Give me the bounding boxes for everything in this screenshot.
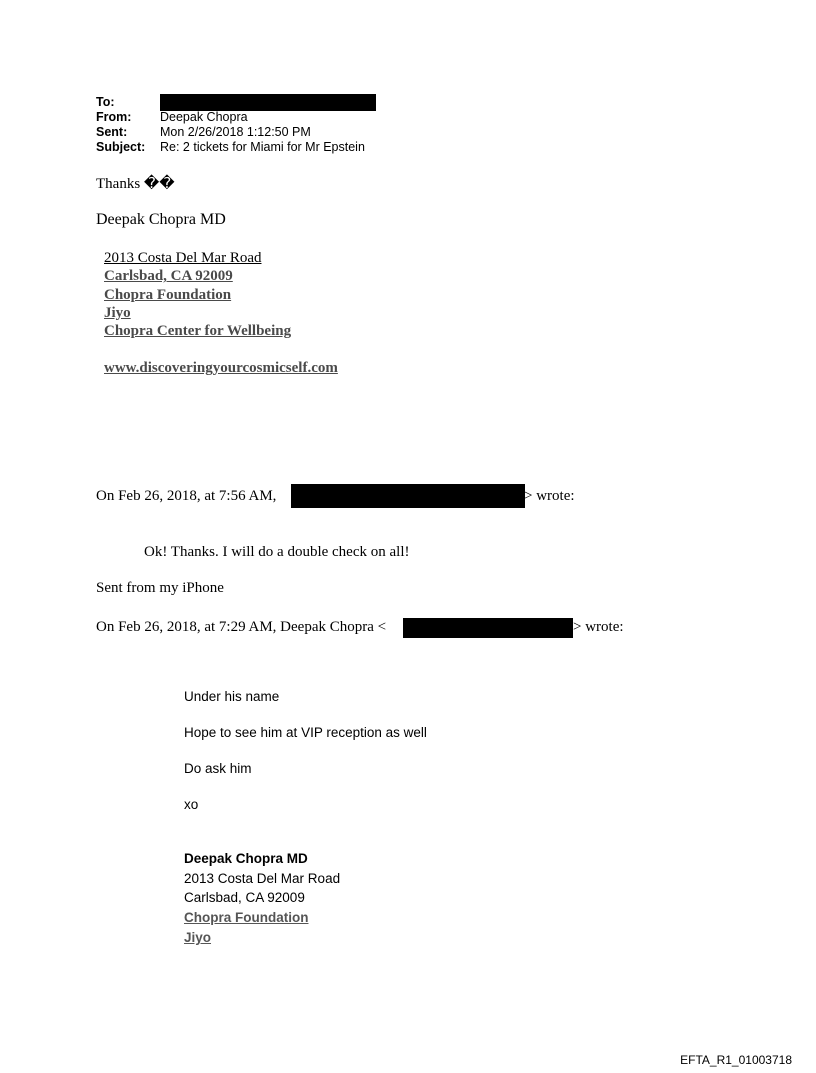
reply-name: Deepak Chopra MD [96, 211, 226, 228]
quoted1-body: Ok! Thanks. I will do a double check on all! [144, 544, 410, 560]
subject-value: Re: 2 tickets for Miami for Mr Epstein [160, 140, 365, 154]
jiyo-link[interactable]: Jiyo [104, 305, 131, 321]
reply-thanks: Thanks �� [96, 176, 175, 192]
signature-city-link[interactable]: Carlsbad, CA 92009 [104, 268, 233, 284]
chopra-foundation-link[interactable]: Chopra Foundation [104, 287, 232, 303]
quoted1-intro [96, 488, 276, 505]
quoted1-sent-from: Sent from my iPhone [96, 580, 224, 596]
quoted1-intro-suffix: > wrote: [524, 488, 575, 504]
from-row [96, 110, 376, 125]
email-header [96, 95, 376, 155]
to-label: To: [96, 95, 115, 109]
quoted2-line-2: Hope to see him at VIP reception as well [184, 725, 427, 740]
redacted-sender-1 [291, 484, 525, 508]
to-row [96, 95, 376, 110]
document-id: EFTA_R1_01003718 [680, 1053, 792, 1067]
quoted2-jiyo-link[interactable]: Jiyo [184, 930, 212, 945]
subject-label: Subject: [96, 140, 146, 154]
redacted-email-2 [403, 618, 573, 638]
quoted2-sig-address: 2013 Costa Del Mar Road [184, 871, 341, 886]
quoted2-intro-prefix: On Feb 26, 2018, at 7:29 AM, Deepak Chopra < [96, 619, 387, 635]
quoted2-line-3: Do ask him [184, 761, 252, 776]
quoted2-line-4: xo [184, 797, 199, 812]
from-value: Deepak Chopra [160, 110, 248, 124]
signature-address: 2013 Costa Del Mar Road [104, 250, 262, 266]
chopra-center-link[interactable]: Chopra Center for Wellbeing [104, 323, 292, 339]
sent-row [96, 125, 376, 140]
sent-label: Sent: [96, 125, 128, 139]
quoted2-chopra-foundation-link[interactable]: Chopra Foundation [184, 910, 309, 925]
quoted2-sig-city: Carlsbad, CA 92009 [184, 890, 305, 905]
redacted-recipient [160, 94, 376, 111]
quoted2-line-1: Under his name [184, 689, 280, 704]
sent-value: Mon 2/26/2018 1:12:50 PM [160, 125, 311, 139]
quoted1-intro-prefix: On Feb 26, 2018, at 7:56 AM, [96, 488, 277, 504]
quoted2-intro-suffix: > wrote: [573, 619, 624, 635]
from-label: From: [96, 110, 132, 124]
subject-row [96, 140, 376, 155]
quoted2-sig-name: Deepak Chopra MD [184, 851, 308, 866]
website-link[interactable]: www.discoveringyourcosmicself.com [104, 360, 338, 376]
